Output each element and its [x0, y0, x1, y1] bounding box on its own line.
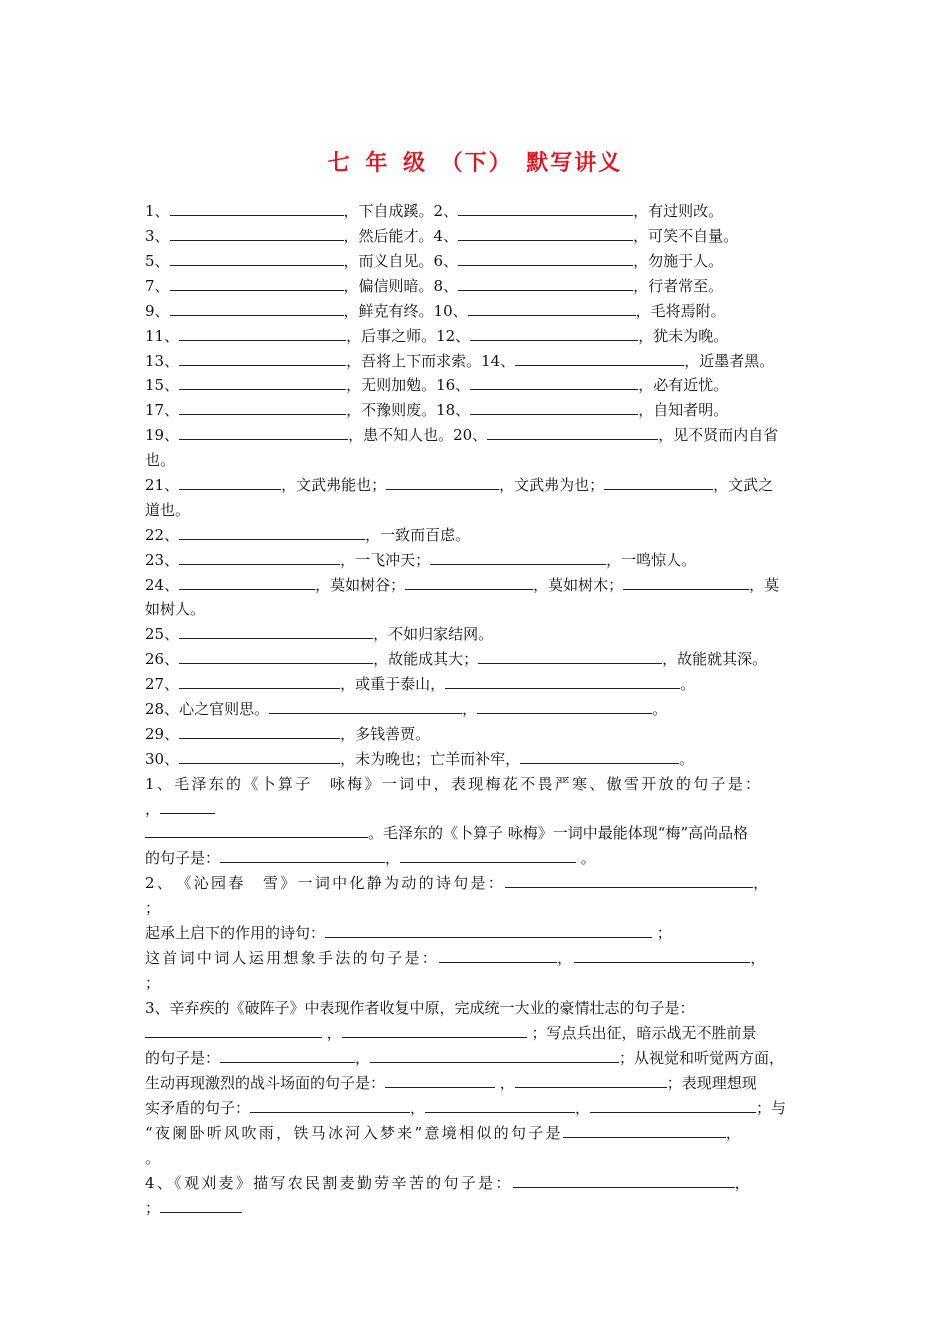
line-text: 3、辛弃疾的《破阵子》中表现作者收复中原，完成统一大业的豪情壮志的句子是： [145, 999, 695, 1017]
exercise-line [145, 226, 738, 246]
answer-blank [342, 1023, 527, 1038]
line-text: ，勿施于人。 [633, 252, 724, 270]
exercise-line [145, 873, 770, 893]
line-text: 2、 《沁园春 雪》一词中化静为动的诗句是： [145, 874, 506, 892]
answer-blank [179, 400, 346, 415]
exercise-line [145, 375, 728, 395]
line-text: ， [462, 700, 478, 718]
exercise-line [145, 525, 470, 545]
line-text: 也。 [145, 451, 176, 469]
answer-blank [179, 326, 346, 341]
line-text: ， [753, 874, 771, 892]
line-text: ，近墨者黑。 [684, 352, 775, 370]
line-text: ，故能就其深。 [662, 650, 768, 668]
line-text: 的句子是： [145, 1049, 221, 1067]
answer-blank [160, 799, 215, 814]
line-text: ，下自成蹊。2、 [343, 202, 459, 220]
exercise-line [145, 898, 160, 918]
answer-blank [520, 749, 679, 764]
answer-blank [179, 550, 340, 565]
answer-blank [179, 425, 348, 440]
answer-blank [179, 749, 340, 764]
line-text: 这首词中词人运用想象手法的句子是： [145, 949, 440, 967]
answer-blank [220, 1048, 355, 1063]
exercise-line [145, 948, 768, 968]
answer-blank [179, 575, 315, 590]
line-text: ，后事之师。12、 [346, 327, 471, 345]
line-text: ，一致而百虑。 [365, 526, 471, 544]
line-text: 实矛盾的句子： [145, 1099, 251, 1117]
line-text: 。 [679, 750, 695, 768]
line-text: 27、 [145, 675, 180, 693]
exercise-line [145, 276, 723, 296]
answer-blank [470, 400, 638, 415]
line-text: 13、 [145, 352, 180, 370]
line-text: ， [385, 849, 401, 867]
exercise-line [145, 774, 762, 794]
answer-blank [458, 226, 633, 241]
exercise-line [145, 301, 726, 321]
answer-blank [470, 375, 638, 390]
line-text: 1、 [145, 202, 170, 220]
exercise-line [145, 848, 596, 868]
exercise-line [145, 1198, 242, 1218]
answer-blank [220, 848, 385, 863]
answer-blank [269, 699, 462, 714]
line-text: ； [145, 974, 161, 992]
answer-blank [505, 873, 753, 888]
exercise-line [145, 251, 723, 271]
line-text: 。 [680, 675, 696, 693]
line-text: ，可笑不自量。 [633, 227, 739, 245]
line-text: ； [652, 924, 672, 942]
exercise-line [145, 326, 728, 346]
line-text: ，吾将上下而求索。14、 [346, 352, 516, 370]
answer-blank [458, 251, 633, 266]
answer-blank [170, 276, 344, 291]
line-text: 29、 [145, 725, 180, 743]
line-text: ， [575, 1099, 591, 1117]
line-text: ，一飞冲天； [340, 551, 431, 569]
exercise-line [145, 799, 215, 819]
line-text: 1、毛泽东的《卜算子 咏梅》一词中，表现梅花不畏严寒、傲雪开放的句子是： [145, 775, 763, 793]
line-text: ，多钱善贾。 [340, 725, 431, 743]
line-text: 30、 [145, 750, 180, 768]
line-text: ，然后能才。4、 [343, 227, 459, 245]
line-text: 生动再现激烈的战斗场面的句子是： [145, 1074, 386, 1092]
line-text: ，偏信则暗。8、 [343, 277, 459, 295]
answer-blank [604, 475, 713, 490]
answer-blank [145, 1023, 322, 1038]
line-text: ，犹未为晚。 [638, 327, 729, 345]
line-text: 24、 [145, 576, 180, 594]
line-text: 7、 [145, 277, 170, 295]
answer-blank [170, 301, 344, 316]
line-text: 。 [576, 849, 596, 867]
line-text: 4、《观刈麦》描写农民割麦勤劳辛苦的句子是： [145, 1174, 513, 1192]
line-text: ，有过则改。 [633, 202, 724, 220]
answer-blank [179, 724, 340, 739]
line-text: ， [410, 1099, 426, 1117]
line-text: ，无则加勉。16、 [346, 376, 471, 394]
line-text: 22、 [145, 526, 180, 544]
line-text: ；从视觉和听觉两方面， [619, 1049, 785, 1067]
exercise-line [145, 1173, 752, 1193]
line-text: ，未为晚也；亡羊而补牢， [340, 750, 521, 768]
line-text: ，而义自见。6、 [343, 252, 459, 270]
line-text: 。 [145, 1149, 161, 1167]
line-text: ，文武弗为也； [499, 476, 605, 494]
answer-blank [370, 1048, 619, 1063]
answer-blank [179, 351, 346, 366]
exercise-line [145, 400, 728, 420]
answer-blank [250, 1098, 410, 1113]
line-text: ，故能成其大； [373, 650, 479, 668]
exercise-line [145, 1148, 160, 1168]
exercise-line [145, 649, 767, 669]
answer-blank [386, 475, 499, 490]
line-text: ，见不贤而内自省 [658, 426, 779, 444]
line-text: 3、 [145, 227, 170, 245]
line-text: 9、 [145, 302, 170, 320]
answer-blank [470, 326, 638, 341]
line-text: ，文武之 [713, 476, 774, 494]
line-text: 5、 [145, 252, 170, 270]
line-text: ；与 [756, 1099, 787, 1117]
line-text: ；表现理想现 [666, 1074, 757, 1092]
answer-blank [477, 699, 652, 714]
answer-blank [574, 948, 750, 963]
page-title: 七 年 级 （下） 默写讲义 [327, 150, 623, 176]
line-text: ， [322, 1024, 342, 1042]
answer-blank [160, 1198, 242, 1213]
line-text: 15、 [145, 376, 180, 394]
answer-blank [405, 575, 533, 590]
line-text: 起承上启下的作用的诗句： [145, 924, 326, 942]
line-text: ， [750, 949, 768, 967]
answer-blank [515, 1073, 667, 1088]
answer-blank [145, 823, 368, 838]
exercise-line [145, 923, 672, 943]
answer-blank [430, 550, 606, 565]
exercise-line [145, 351, 774, 371]
line-text: 23、 [145, 551, 180, 569]
answer-blank [563, 1123, 726, 1138]
line-text: ，鲜克有终。10、 [343, 302, 468, 320]
answer-blank [179, 525, 365, 540]
line-text: ，患不知人也。20、 [348, 426, 488, 444]
answer-blank [400, 848, 576, 863]
answer-blank [445, 674, 680, 689]
answer-blank [487, 425, 658, 440]
exercise-line [145, 1098, 786, 1118]
exercise-line [145, 550, 696, 570]
line-text: 的句子是： [145, 849, 221, 867]
answer-blank [439, 948, 557, 963]
line-text: ， [725, 1124, 744, 1142]
exercise-line [145, 1073, 757, 1093]
exercise-line [145, 699, 667, 719]
answer-blank [458, 201, 633, 216]
answer-blank [325, 923, 652, 938]
answer-blank [513, 1173, 735, 1188]
line-text: ，莫如树木； [533, 576, 624, 594]
line-text: 道也。 [145, 501, 191, 519]
answer-blank [179, 475, 281, 490]
exercise-line [145, 823, 748, 843]
line-text: “夜阑卧听风吹雨，铁马冰河入梦来”意境相似的句子是 [145, 1124, 563, 1142]
line-text: ， [145, 800, 161, 818]
line-text: 11、 [145, 327, 180, 345]
answer-blank [179, 624, 373, 639]
line-text: ，莫 [749, 576, 780, 594]
line-text: ， [557, 949, 575, 967]
answer-blank [515, 351, 684, 366]
line-text: 。毛泽东的《卜算子 咏梅》一词中最能体现“梅”高尚品格 [368, 824, 749, 842]
answer-blank [179, 375, 346, 390]
exercise-line [145, 500, 190, 520]
line-text: ； [145, 899, 161, 917]
answer-blank [179, 674, 340, 689]
line-text: ，不如归家结网。 [373, 625, 494, 643]
exercise-line [145, 674, 695, 694]
line-text: ，自知者明。 [638, 401, 729, 419]
line-text: 25、 [145, 625, 180, 643]
answer-blank [425, 1098, 575, 1113]
answer-blank [170, 251, 344, 266]
answer-blank [590, 1098, 756, 1113]
line-text: 19、 [145, 426, 180, 444]
exercise-line [145, 201, 723, 221]
exercise-line [145, 450, 175, 470]
exercise-line [145, 475, 773, 495]
exercise-line [145, 998, 695, 1018]
exercise-line [145, 1048, 784, 1068]
line-text: ，毛将焉附。 [635, 302, 726, 320]
exercise-line [145, 1023, 757, 1043]
line-text: ， [495, 1074, 515, 1092]
answer-blank [478, 649, 662, 664]
exercise-line [145, 599, 205, 619]
line-text: 26、 [145, 650, 180, 668]
answer-blank [468, 301, 636, 316]
line-text: ，莫如树谷； [315, 576, 406, 594]
line-text: 如树人。 [145, 600, 206, 618]
exercise-line [145, 1123, 743, 1143]
line-text: ，一鸣惊人。 [606, 551, 697, 569]
answer-blank [458, 276, 633, 291]
line-text: 17、 [145, 401, 180, 419]
answer-blank [385, 1073, 495, 1088]
line-text: ， [355, 1049, 371, 1067]
answer-blank [623, 575, 749, 590]
line-text: ，必有近忧。 [638, 376, 729, 394]
answer-blank [170, 226, 344, 241]
line-text: 21、 [145, 476, 180, 494]
exercise-line [145, 724, 430, 744]
exercise-line [145, 425, 778, 445]
answer-blank [170, 201, 344, 216]
line-text: ，或重于泰山， [340, 675, 446, 693]
answer-blank [179, 649, 373, 664]
exercise-line [145, 624, 493, 644]
exercise-line [145, 749, 694, 769]
line-text: 。 [652, 700, 668, 718]
exercise-line [145, 575, 779, 595]
line-text: 28、心之官则思。 [145, 700, 270, 718]
line-text: ， [734, 1174, 752, 1192]
line-text: ； [145, 1199, 161, 1217]
exercise-line [145, 973, 160, 993]
line-text: ，文武弗能也； [281, 476, 387, 494]
line-text: ，不豫则废。18、 [346, 401, 471, 419]
line-text: ，行者常至。 [633, 277, 724, 295]
line-text: ；写点兵出征，暗示战无不胜前景 [526, 1024, 757, 1042]
